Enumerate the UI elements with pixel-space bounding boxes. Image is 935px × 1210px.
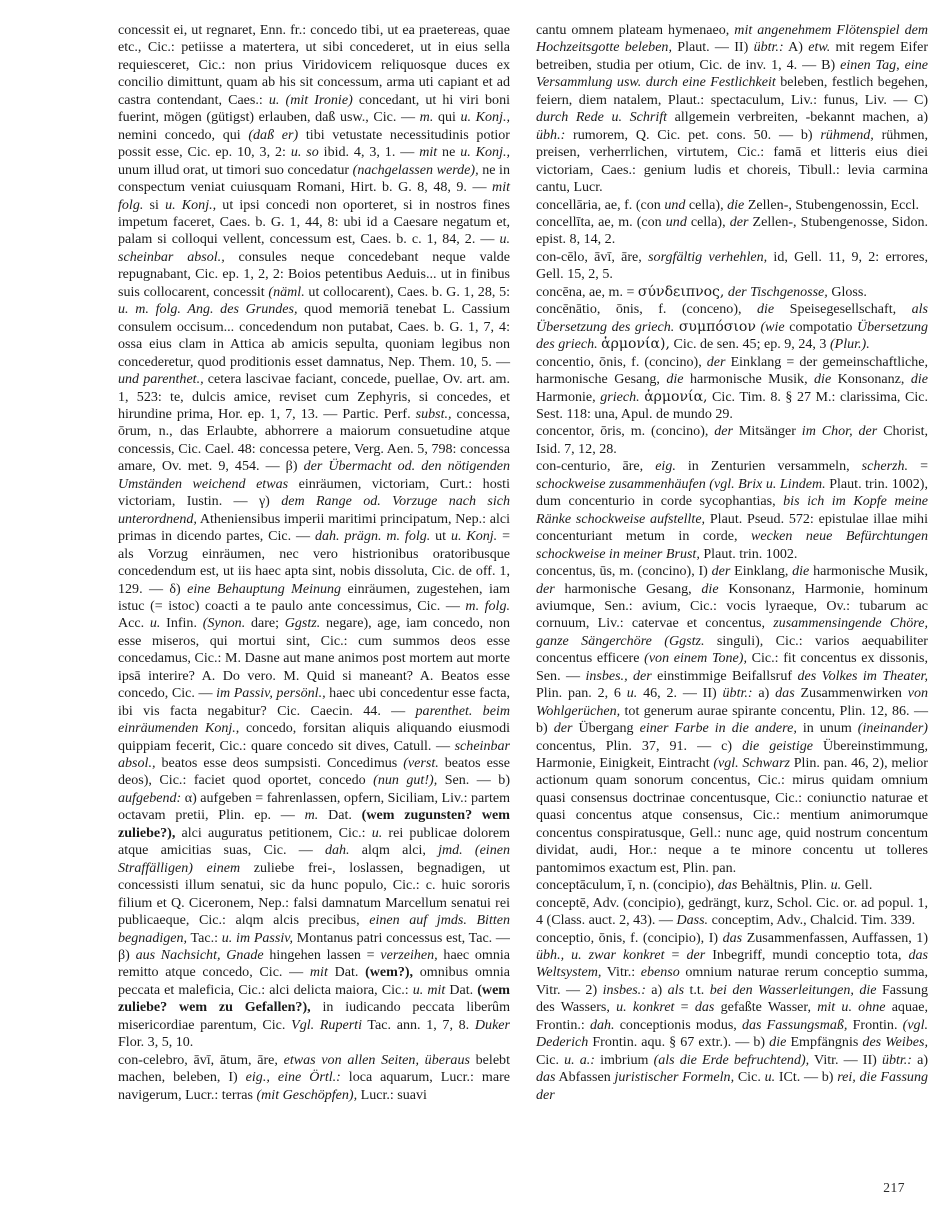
entry-con-celebro-continued: cantu omnem plateam hymenaeo, mit angenehmem Flötenspiel dem Hochzeitsgotte beleben, Plaut. — II) übtr.: A) etw. mit regem Eifer betreiben, studia per otium, Cic. de inv. 1, 4. — B) einen Tag, eine Versammlung usw. durch eine Festlichkeit beleben, festlich begehen, feiern, diem natalem, Plaut.: spectaculum, Liv.: funus, Liv. — C) durch Rede u. Schrift allgemein verbreiten, -bekannt machen, a) übh.: rumorem, Q. Cic. pet. cons. 50. — b) rühmend, rühmen, preisen, verherrlichen, virtutem, Cic.: famā et litteris eius diei victoriam, Caes.: genium ludis et choreis, Tibull.: levia carmina cantu, Lucr. bbox=[536, 22, 929, 196]
entry-concellaria: concellāria, ae, f. (con und cella), die Zellen-, Stubengenossin, Eccl. bbox=[536, 196, 920, 213]
entry-concentus: concentus, ūs, m. (concino), I) der Einklang, die harmonische Musik, der harmonische Gesang, die Konsonanz, Harmonie, hominum aviumque, Sen.: avium, Cic.: vocis lyraeque, Ov.: tubarum ac cornuum, Liv.: catervae et concentus, zusammensingende Chöre, ganze Sängerchöre (Ggstz. singuli), Cic.: varios aequabiliter concentus efficere (von einem Tone), Cic.: fit concentus ex dissonis, Sen. — insbes., der einstimmige Beifallsruf des Volkes im Theater, Plin. pan. 2, 6 u. 46, 2. — II) übtr.: a) das Zusammenwirken von Wohlgerüchen, tot generum aurae spirante concentu, Plin. 12, 86. — b) der Übergang einer Farbe in die andere, in unum (ineinander) concentus, Plin. 37, 91. — c) die geistige Übereinstimmung, Harmonie, Einigkeit, Eintracht (vgl. Schwarz Plin. pan. 46, 2), melior actionum quam sonorum concentus, Cic.: mirus quidam omnium quasi consensus doctrinae concentusque, Cic.: coniunctio naturae et quasi concentus atque consensus, Cic.: mentium animorumque concentus conspiratusque, Gell.: nunc age, quid nostrum concentum dividat, audi, Hor.: neque a te minore concentu ut tolleres pantomimos exactum est, Plin. pan. bbox=[536, 563, 929, 876]
entry-concena: concēna, ae, m. = σύνδειπνος, der Tischgenosse, Gloss. bbox=[536, 283, 867, 300]
two-column-layout bbox=[28, 22, 929, 1162]
entry-concedo-continued: concessit ei, ut regnaret, Enn. fr.: concedo tibi, ut ea praetereas, quae etc., Cic.: petiisse a matertera, ut sibi concederet, ut in eius sella requiesceret, Cic.: non prius Viridovicem reliquosque duces ex concilio dimittunt, quam ab his sit concessum, arma uti capiant et ad castra contendant, Caes.: u. (mit Ironie) concedant, ut hi viri boni fuerint, mögen (gütigst) erlauben, daß usw., Cic. — m. qui u. Konj., nemini concedo, qui (daß er) tibi vetustate necessitudinis potior possit esse, Cic. ep. 10, 3, 2: u. so ibid. 4, 3, 1. — mit ne u. Konj., unum illud orat, ut timori suo concedatur (nachgelassen werde), ne in conspectum veniat cuiusquam Romani, Hirt. b. G. 8, 48, 9. — mit folg. si u. Konj., ut ipsi concedi non oporteret, si in nostros fines impetum faceret, Caes. b. G. 1, 44, 8: ubi id a Caesare negatum et, palam si colloqui vellent, concessum est, Caes. b. c. 1, 84, 2. — u. scheinbar absol., consules neque concedebant neque valde repugnabant, Cic. ep. 1, 2, 2: Boios petentibus Aeduis... ut in finibus suis collocarent, concessit (näml. ut collocarent), Caes. b. G. 1, 28, 5: u. m. folg. Ang. des Grundes, quod memoriā tenebat L. Cassium consulem occisum... concedendum non putabat, Caes. b. G. 1, 7, 4: ossa eius clam in Attica ab amicis sepulta, quoniam legibus non concederetur, quod proditionis esset damnatus, Nep. Them. 10, 5. — und parenthet., cetera lascivae faciant, concede, puellae, Ov. art. am. 1, 523: te, dulcis amice, reviset cum Zephyris, si concedes, et hirundine prima, Hor. ep. 1, 7, 13. — Partic. Perf. subst., concessa, ōrum, n., das Erlaubte, abhorrere a maiorum consuetudine atque concessis, Cic. Cael. 48: concessa petere, Verg. Aen. 5, 798: concessa amare, Ov. met. 9, 454. — β) der Übermacht od. den nötigenden Umständen weichend etwas einräumen, victoriam, Curt.: hosti victoriam, Iustin. — γ) dem Range od. Vorzuge nach sich unterordnend, Atheniensibus imperii maritimi principatum, Nep.: alci primas in dicendo partes, Cic. — dah. prägn. m. folg. ut u. Konj. = als Vorzug einräumen, nec vero histrionibus oratoribusque concedendum est, ut iis haec apta sint, nobis dissoluta, Cic. de off. 1, 129. — δ) eine Behauptung Meinung einräumen, zugestehen, iam istuc (= istoc) coacti a te paulo ante concessimus, Cic. — m. folg. Acc. u. Infin. (Synon. dare; Ggstz. negare), age, iam concedo, non esse miseros, qui mortui sint, Cic.: cum summos deos esse concedamus, Cic.: M. Dasne aut mane animos post mortem aut morte ipsā interire? A. Do vero. M. Quid si maneant? A. Beatos esse concedo, Cic. — im Passiv, persönl., haec ubi concedentur esse facta, ibi vis facta negabitur? Cic. Caecin. 44. — parenthet. beim einräumenden Konj., concedo, forsitan aliquis aliquando eiusmodi quippiam fecerit, Cic.: quare concedo sit dives, Catull. — scheinbar absol., beatos esse deos sumpsisti. Concedimus (verst. beatos esse deos), Cic.: faciet quod oportet, concedo (nun gut!), Sen. — b) aufgebend: α) aufgeben = fahrenlassen, opfern, Siciliam, Liv.: partem octavam pretii, Plin. ep. — m. Dat. (wem zugunsten? wem zuliebe?), alci auguratus petitionem, Cic.: u. rei publicae dolorem atque amicitias suas, Cic. — dah. alqm alci, jmd. (einen Straffälligen) einem zuliebe frei-, loslassen, begnadigen, ut concessisti illum senatui, sic da hunc populo, Cic.: c. huic sororis filium et Q. Ciceronem, Nep.: falsi damnatum Marcellum senatui rei publicaeque, Cic.: alqm alcis precibus, einen auf jmds. Bitten begnadigen, Tac.: u. im Passiv, Montanus patri concessus est, Tac. — β) aus Nachsicht, Gnade hingehen lassen = verzeihen, haec omnia remitto atque concedo, Cic. — mit Dat. (wem?), omnibus omnia peccata et maleficia, Cic.: alci delicta maiora, Cic.: u. mit Dat. (wem zuliebe? wem zu Gefallen?), in iudicando peccata liberûm misericordiae parentum, Cic. Vgl. Ruperti Tac. ann. 1, 7, 8. Duker Flor. 3, 5, 10. bbox=[118, 22, 511, 1051]
page-number: 217 bbox=[883, 1180, 905, 1195]
entry-concenatio: concēnātio, ōnis, f. (conceno), die Speisegesellschaft, als Übersetzung des griech. συμπόσιον (wie compotatio Übersetzung des griech. ἁρμονία), Cic. de sen. 45; ep. 9, 24, 3 (Plur.). bbox=[536, 301, 929, 353]
left-text-column bbox=[118, 22, 510, 1104]
entry-con-celebro: con-celebro, āvī, ātum, āre, etwas von allen Seiten, überaus belebt machen, beleben, I) eig., eine Örtl.: loca aquarum, Lucr.: mare navigerum, Lucr.: terras (mit Geschöpfen), Lucr.: suavi bbox=[118, 1051, 510, 1103]
entry-concellita: concellīta, ae, m. (con und cella), der Zellen-, Stubengenosse, Sidon. epist. 8, 14, 2. bbox=[536, 213, 929, 248]
right-text-column bbox=[536, 22, 928, 1104]
entry-concepte: conceptē, Adv. (concipio), gedrängt, kurz, Schol. Cic. or. ad popul. 1, 4 (Class. auct. 2, 43). — Dass. conceptim, Adv., Chalcid. Tim. 339. bbox=[536, 894, 928, 929]
entry-con-centurio: con-centurio, āre, eig. in Zenturien versammeln, scherzh. = schockweise zusammenhäufen (vgl. Brix u. Lindem. Plaut. trin. 1002), dum concenturio in corde sycophantias, bis ich im Kopfe meine Ränke schockweise aufstellte, Plaut. Pseud. 572: epistulae illae mihi concenturiant metum in corde, wecken neue Befürchtungen schockweise in meiner Brust, Plaut. trin. 1002. bbox=[536, 458, 928, 562]
entry-conceptaculum: conceptāculum, ī, n. (concipio), das Behältnis, Plin. u. Gell. bbox=[536, 877, 873, 894]
entry-concentio: concentio, ōnis, f. (concino), der Einklang = der gemeinschaftliche, harmonische Gesang, die harmonische Musik, die Konsonanz, die Harmonie, griech. ἁρμονία, Cic. Tim. 8. § 27 M.: clarissima, Cic. Sest. 118: una, Apul. de mundo 29. bbox=[536, 353, 929, 422]
entry-conceptio: conceptio, ōnis, f. (concipio), I) das Zusammenfassen, Auffassen, 1) übh., u. zwar konkret = der Inbegriff, mundi conceptio tota, das Weltsystem, Vitr.: ebenso omnium naturae rerum conceptio summa, Vitr. — 2) insbes.: a) als t.t. bei den Wasserleitungen, die Fassung des Wassers, u. konkret = das gefaßte Wasser, mit u. ohne aquae, Frontin.: dah. conceptionis modus, das Fassungsmaß, Frontin. (vgl. Dederich Frontin. aqu. § 67 extr.). — b) die Empfängnis des Weibes, Cic. u. a.: imbrium (als die Erde befruchtend), Vitr. — II) übtr.: a) das Abfassen juristischer Formeln, Cic. u. ICt. — b) rei, die Fassung der bbox=[536, 929, 929, 1103]
entry-concentor: concentor, ōris, m. (concino), der Mitsänger im Chor, der Chorist, Isid. 7, 12, 28. bbox=[536, 423, 928, 457]
entry-con-celo: con-cēlo, āvī, āre, sorgfältig verhehlen, id, Gell. 11, 9, 2: errores, Gell. 15, 2, 5. bbox=[536, 248, 928, 283]
